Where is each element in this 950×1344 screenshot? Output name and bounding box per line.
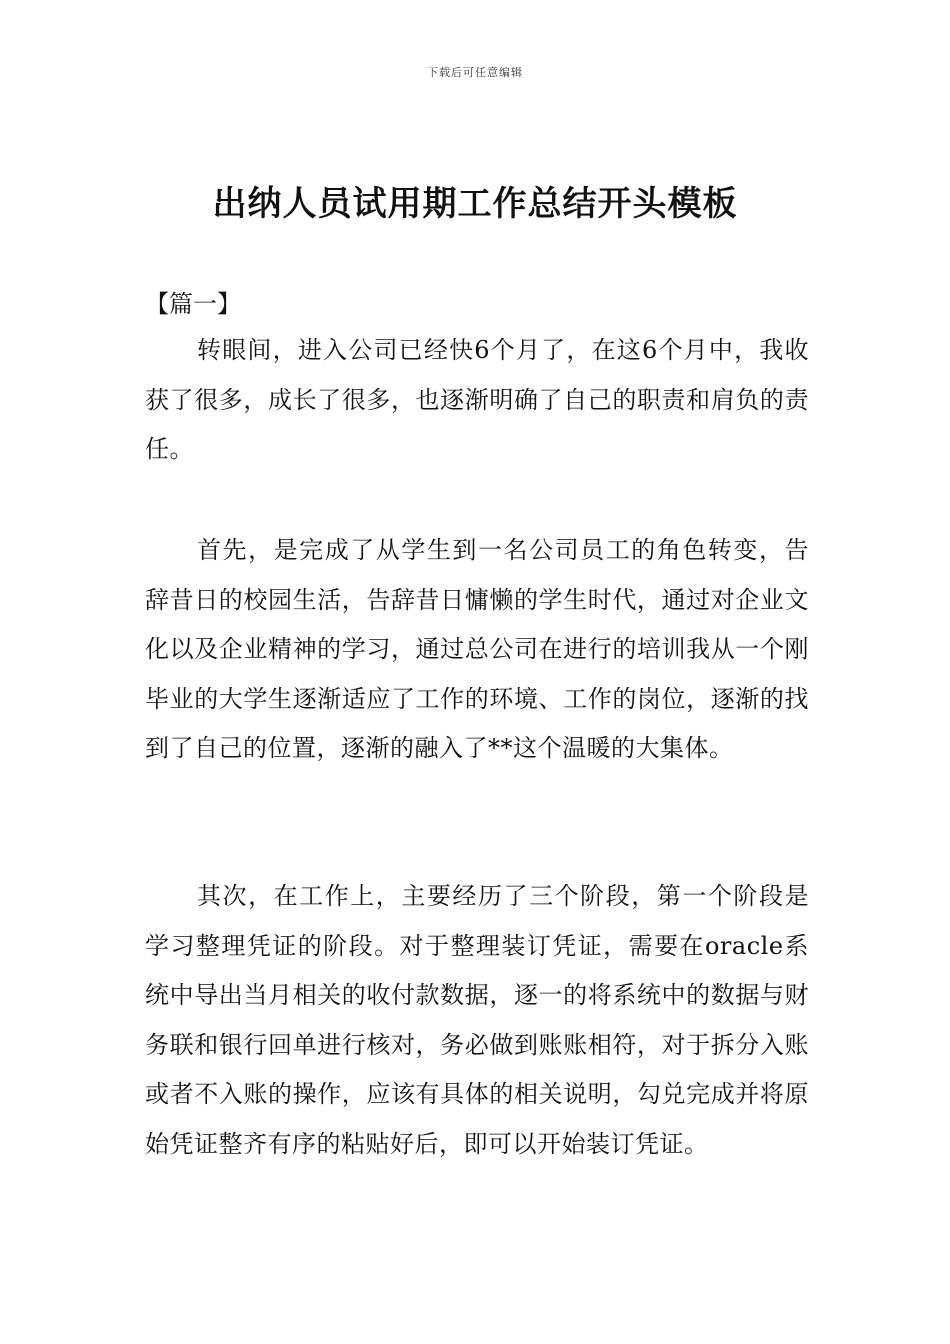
body-paragraph: 其次，在工作上，主要经历了三个阶段，第一个阶段是学习整理凭证的阶段。对于整理装订凭证，需要在oracle系统中导出当月相关的收付款数据，逐一的将系统中的数据与财务联和银行回单进行核对，务必做到账账相符，对于拆分入账或者不入账的操作，应该有具体的相关说明，勾兑完成并将原始凭证整齐有序的粘贴好后，即可以开始装订凭证。	[145, 882, 809, 1158]
body-paragraph: 转眼间，进入公司已经快6个月了，在这6个月中，我收获了很多，成长了很多，也逐渐明确了自己的职责和肩负的责任。	[145, 336, 809, 463]
section-label: 【篇一】	[145, 290, 241, 318]
document-title: 出纳人员试用期工作总结开头模板	[212, 184, 738, 224]
body-paragraph: 首先，是完成了从学生到一名公司员工的角色转变，告辞昔日的校园生活，告辞昔日慵懒的学生时代，通过对企业文化以及企业精神的学习，通过总公司在进行的培训我从一个刚毕业的大学生逐渐适应了工作的环境、工作的岗位，逐渐的找到了自己的位置，逐渐的融入了**这个温暖的大集体。	[145, 536, 809, 762]
header-note: 下载后可任意编辑	[427, 66, 523, 79]
